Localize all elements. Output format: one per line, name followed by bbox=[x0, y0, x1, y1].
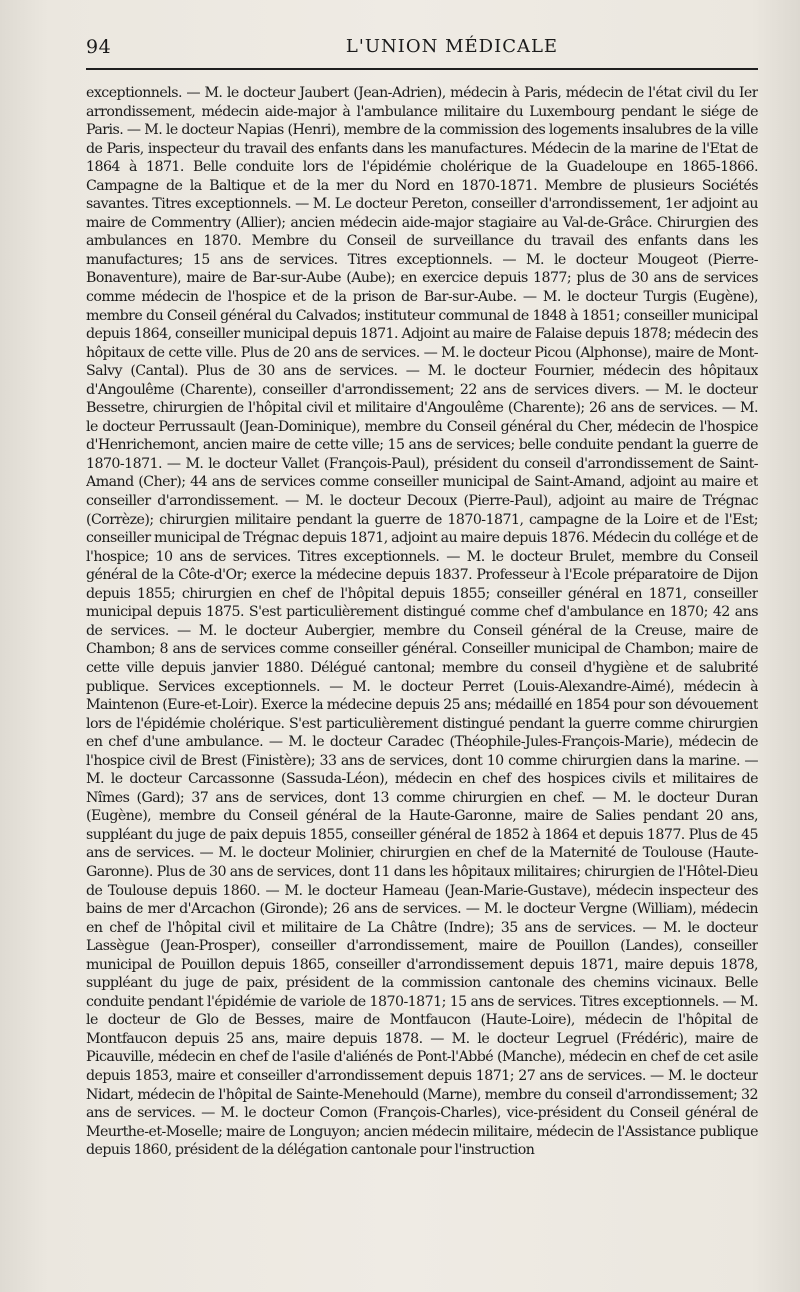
page-header bbox=[86, 36, 758, 66]
page-number: 94 bbox=[86, 36, 112, 58]
body-text bbox=[86, 84, 758, 1280]
header-rule bbox=[86, 68, 758, 70]
running-title: L'UNION MÉDICALE bbox=[345, 36, 559, 57]
body-paragraph: exceptionnels. — M. le docteur Jaubert (Jean-Adrien), médecin à Paris, médecin de l'état civil du Ier arrondissement, médecin aide-major à l'ambulance militaire du Luxembourg pendant le siége de Paris. — M. le docteur Napias (Henri), membre de la commission des logements insalubres de la ville de Paris, inspecteur du travail des enfants dans les manufactures. Médecin de la marine de l'Etat de 1864 à 1871. Belle conduite lors de l'épidémie cholérique de la Guadeloupe en 1865-1866. Campagne de la Baltique et de la mer du Nord en 1870-1871. Membre de plusieurs Sociétés savantes. Titres exceptionnels. — M. Le docteur Pereton, conseiller d'arrondissement, 1er adjoint au maire de Commentry (Allier); ancien médecin aide-major stagiaire au Val-de-Grâce. Chirurgien des ambulances en 1870. Membre du Conseil de surveillance du travail des enfants dans les manufactures; 15 ans de services. Titres exceptionnels. — M. le docteur Mougeot (Pierre-Bonaventure), maire de Bar-sur-Aube (Aube); en exercice depuis 1877; plus de 30 ans de services comme médecin de l'hospice et de la prison de Bar-sur-Aube. — M. le docteur Turgis (Eugène), membre du Conseil général du Calvados; instituteur communal de 1848 à 1851; conseiller municipal depuis 1864, conseiller municipal depuis 1871. Adjoint au maire de Falaise depuis 1878; médecin des hôpitaux de cette ville. Plus de 20 ans de services. — M. le docteur Picou (Alphonse), maire de Mont-Salvy (Cantal). Plus de 30 ans de services. — M. le docteur Fournier, médecin des hôpitaux d'Angoulême (Charente), conseiller d'arrondissement; 22 ans de services divers. — M. le docteur Bessetre, chirurgien de l'hôpital civil et militaire d'Angoulême (Charente); 26 ans de services. — M. le docteur Perrussault (Jean-Dominique), membre du Conseil général du Cher, médecin de l'hospice d'Henrichemont, ancien maire de cette ville; 15 ans de services; belle conduite pendant la guerre de 1870-1871. — M. le docteur Vallet (François-Paul), président du conseil d'arrondissement de Saint-Amand (Cher); 44 ans de services comme conseiller municipal de Saint-Amand, adjoint au maire et conseiller d'arrondissement. — M. le docteur Decoux (Pierre-Paul), adjoint au maire de Trégnac (Corrèze); chirurgien militaire pendant la guerre de 1870-1871, campagne de la Loire et de l'Est; conseiller municipal de Trégnac depuis 1871, adjoint au maire depuis 1876. Médecin du collége et de l'hospice; 10 ans de services. Titres exceptionnels. — M. le docteur Brulet, membre du Conseil général de la Côte-d'Or; exerce la médecine depuis 1837. Professeur à l'Ecole préparatoire de Dijon depuis 1855; chirurgien en chef de l'hôpital depuis 1855; conseiller général en 1871, conseiller municipal depuis 1875. S'est particulièrement distingué comme chef d'ambulance en 1870; 42 ans de services. — M. le docteur Aubergier, membre du Conseil général de la Creuse, maire de Chambon; 8 ans de services comme conseiller général. Conseiller municipal de Chambon; maire de cette ville depuis janvier 1880. Délégué cantonal; membre du conseil d'hygiène et de salubrité publique. Services exceptionnels. — M. le docteur Perret (Louis-Alexandre-Aimé), médecin à Maintenon (Eure-et-Loir). Exerce la médecine depuis 25 ans; médaillé en 1854 pour son dévouement lors de l'épidémie cholérique. S'est particulièrement distingué pendant la guerre comme chirurgien en chef d'une ambulance. — M. le docteur Caradec (Théophile-Jules-François-Marie), médecin de l'hospice civil de Brest (Finistère); 33 ans de services, dont 10 comme chirurgien dans la marine. — M. le docteur Carcassonne (Sassuda-Léon), médecin en chef des hospices civils et militaires de Nîmes (Gard); 37 ans de services, dont 13 comme chirurgien en chef. — M. le docteur Duran (Eugène), membre du Conseil général de la Haute-Garonne, maire de Salies pendant 20 ans, suppléant du juge de paix depuis 1855, conseiller général de 1852 à 1864 et depuis 1877. Plus de 45 ans de services. — M. le docteur Molinier, chirurgien en chef de la Maternité de Toulouse (Haute-Garonne). Plus de 30 ans de services, dont 11 dans les hôpitaux militaires; chirurgien de l'Hôtel-Dieu de Toulouse depuis 1860. — M. le docteur Hameau (Jean-Marie-Gustave), médecin inspecteur des bains de mer d'Arcachon (Gironde); 26 ans de services. — M. le docteur Vergne (William), médecin en chef de l'hôpital civil et militaire de La Châtre (Indre); 35 ans de services. — M. le docteur Lassègue (Jean-Prosper), conseiller d'arrondissement, maire de Pouillon (Landes), conseiller municipal de Pouillon depuis 1865, conseiller d'arrondissement depuis 1871, maire depuis 1878, suppléant du juge de paix, président de la commission cantonale des chemins vicinaux. Belle conduite pendant l'épidémie de variole de 1870-1871; 15 ans de services. Titres exceptionnels. — M. le docteur de Glo de Besses, maire de Montfaucon (Haute-Loire), médecin de l'hôpital de Montfaucon depuis 25 ans, maire depuis 1878. — M. le docteur Legruel (Frédéric), maire de Picauville, médecin en chef de l'asile d'aliénés de Pont-l'Abbé (Manche), médecin en chef de cet asile depuis 1853, maire et conseiller d'arrondissement depuis 1871; 27 ans de services. — M. le docteur Nidart, médecin de l'hôpital de Sainte-Menehould (Marne), membre du conseil d'arrondissement; 32 ans de services. — M. le docteur Comon (François-Charles), vice-président du Conseil général de Meurthe-et-Moselle; maire de Longuyon; ancien médecin militaire, médecin de l'Assistance publique depuis 1860, président de la délégation cantonale pour l'instruction bbox=[86, 85, 758, 1159]
